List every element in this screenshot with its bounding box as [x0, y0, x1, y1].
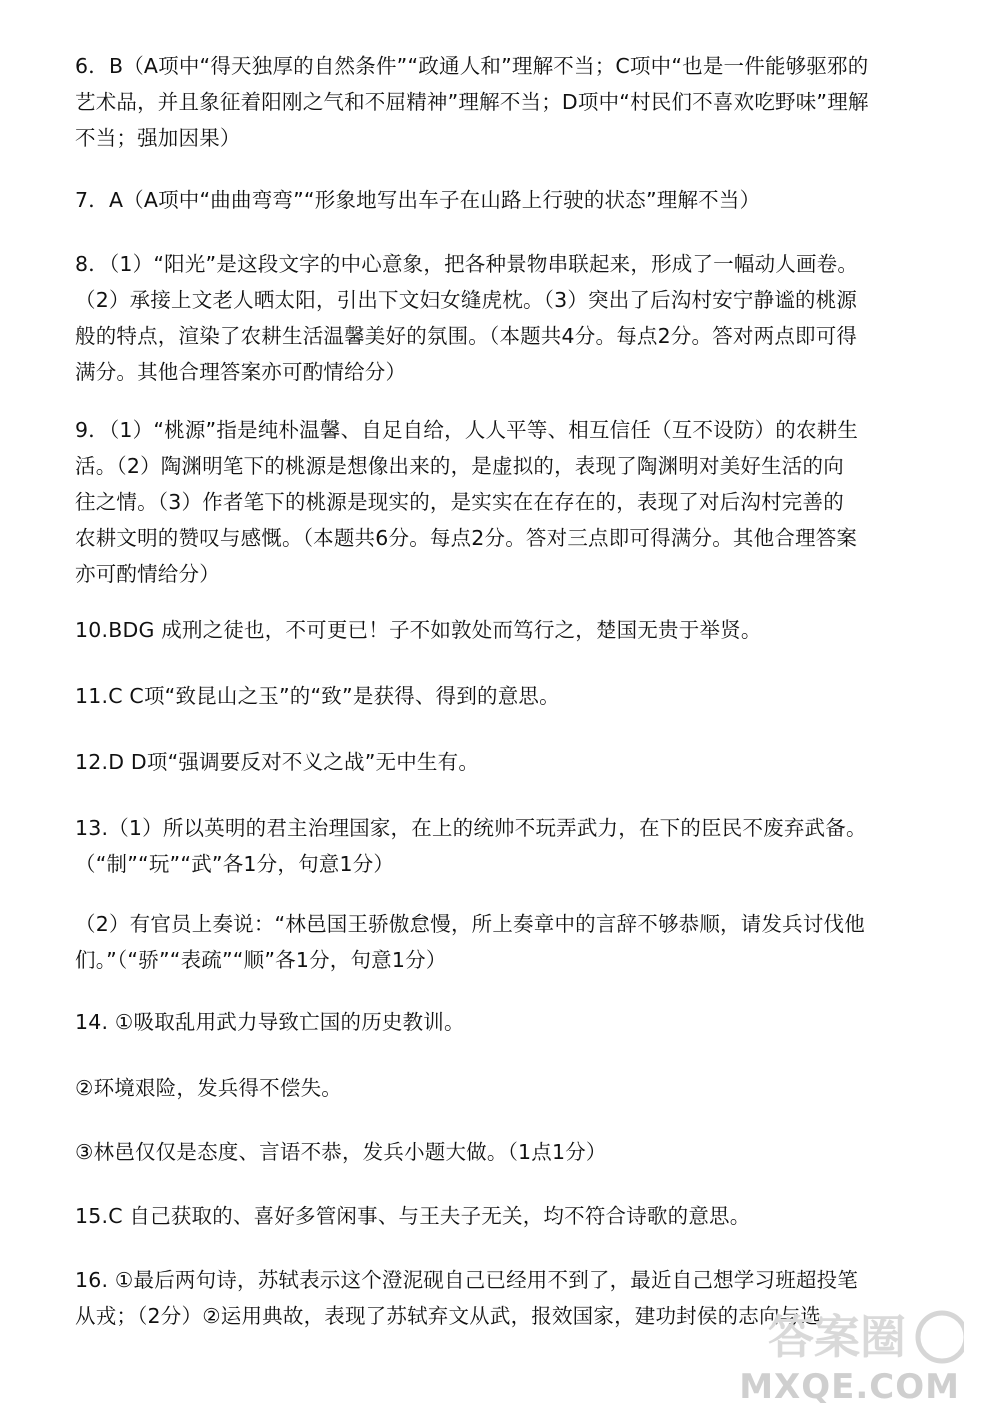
answer-12 — [75, 744, 935, 780]
answer-6 — [75, 48, 935, 156]
answer-8 — [75, 246, 935, 390]
text-line: 13.（1）所以英明的君主治理国家，在上的统帅不玩弄武力，在下的臣民不废弃武备。 — [75, 816, 867, 840]
watermark-logo-text: 答案圈 — [768, 1310, 906, 1364]
text-line: ③林邑仅仅是态度、言语不恭，发兵小题大做。（1点1分） — [75, 1140, 607, 1164]
text-line: 10.BDG 成刑之徒也，不可更已！子不如敦处而笃行之，楚国无贵于举贤。 — [75, 618, 762, 642]
site-watermark — [739, 1307, 970, 1407]
text-line: ②环境艰险，发兵得不偿失。 — [75, 1076, 342, 1100]
text-line: 农耕文明的赞叹与感慨。（本题共6分。每点2分。答对三点即可得满分。其他合理答案 — [75, 526, 858, 550]
text-line: 艺术品，并且象征着阳刚之气和不屈精神”理解不当；D项中“村民们不喜欢吃野味”理解 — [75, 90, 869, 114]
text-line: 11.C C项“致昆山之玉”的“致”是获得、得到的意思。 — [75, 684, 560, 708]
text-line: 7．A（A项中“曲曲弯弯”“形象地写出车子在山路上行驶的状态”理解不当） — [75, 188, 761, 212]
text-line: 不当；强加因果） — [75, 126, 241, 150]
answer-13-part1 — [75, 810, 935, 882]
text-line: 6．B（A项中“得天独厚的自然条件”“政通人和”理解不当；C项中“也是一件能够驱邪的 — [75, 54, 869, 78]
text-line: 9．（1）“桃源”指是纯朴温馨、自足自给，人人平等、相互信任（互不设防）的农耕生 — [75, 418, 859, 442]
answer-10 — [75, 612, 935, 648]
text-line: 满分。其他合理答案亦可酌情给分） — [75, 360, 407, 384]
text-line: 15.C 自己获取的、喜好多管闲事、与王夫子无关，均不符合诗歌的意思。 — [75, 1204, 751, 1228]
text-line: 16. ①最后两句诗，苏轼表示这个澄泥砚自己已经用不到了，最近自己想学习班超投笔 — [75, 1268, 858, 1292]
text-line: （“制”“玩”“武”各1分，句意1分） — [75, 852, 395, 876]
answer-11 — [75, 678, 935, 714]
text-line: 8．（1）“阳光”是这段文字的中心意象，把各种景物串联起来，形成了一幅动人画卷。 — [75, 252, 859, 276]
text-line: 般的特点，渲染了农耕生活温馨美好的氛围。（本题共4分。每点2分。答对两点即可得 — [75, 324, 858, 348]
text-line: 从戎；（2分）②运用典故，表现了苏轼弃文从武，报效国家，建功封侯的志向与选 — [75, 1304, 822, 1328]
text-line: 往之情。（3）作者笔下的桃源是现实的，是实实在在存在的，表现了对后沟村完善的 — [75, 490, 844, 514]
text-line: （2）承接上文老人晒太阳，引出下文妇女缝虎枕。（3）突出了后沟村安宁静谧的桃源 — [75, 288, 858, 312]
watermark-site-text: MXQE.COM — [739, 1367, 960, 1407]
text-line: 活。（2）陶渊明笔下的桃源是想像出来的，是虚拟的，表现了陶渊明对美好生活的向 — [75, 454, 844, 478]
text-line: 12.D D项“强调要反对不义之战”无中生有。 — [75, 750, 480, 774]
answer-14-point2 — [75, 1070, 935, 1106]
answer-7 — [75, 182, 935, 218]
watermark-logo — [764, 1307, 964, 1365]
answer-14-point3 — [75, 1134, 935, 1170]
answer-9 — [75, 412, 935, 592]
answer-13-part2 — [75, 906, 935, 978]
answer-15 — [75, 1198, 935, 1234]
text-line: 们。”（“骄”“表疏”“顺”各1分，句意1分） — [75, 948, 447, 972]
text-line: （2）有官员上奏说：“林邑国王骄傲怠慢，所上奏章中的言辞不够恭顺，请发兵讨伐他 — [75, 912, 865, 936]
text-line: 亦可酌情给分） — [75, 562, 220, 586]
text-line: 14. ①吸取乱用武力导致亡国的历史教训。 — [75, 1010, 465, 1034]
answer-14-point1 — [75, 1004, 935, 1040]
